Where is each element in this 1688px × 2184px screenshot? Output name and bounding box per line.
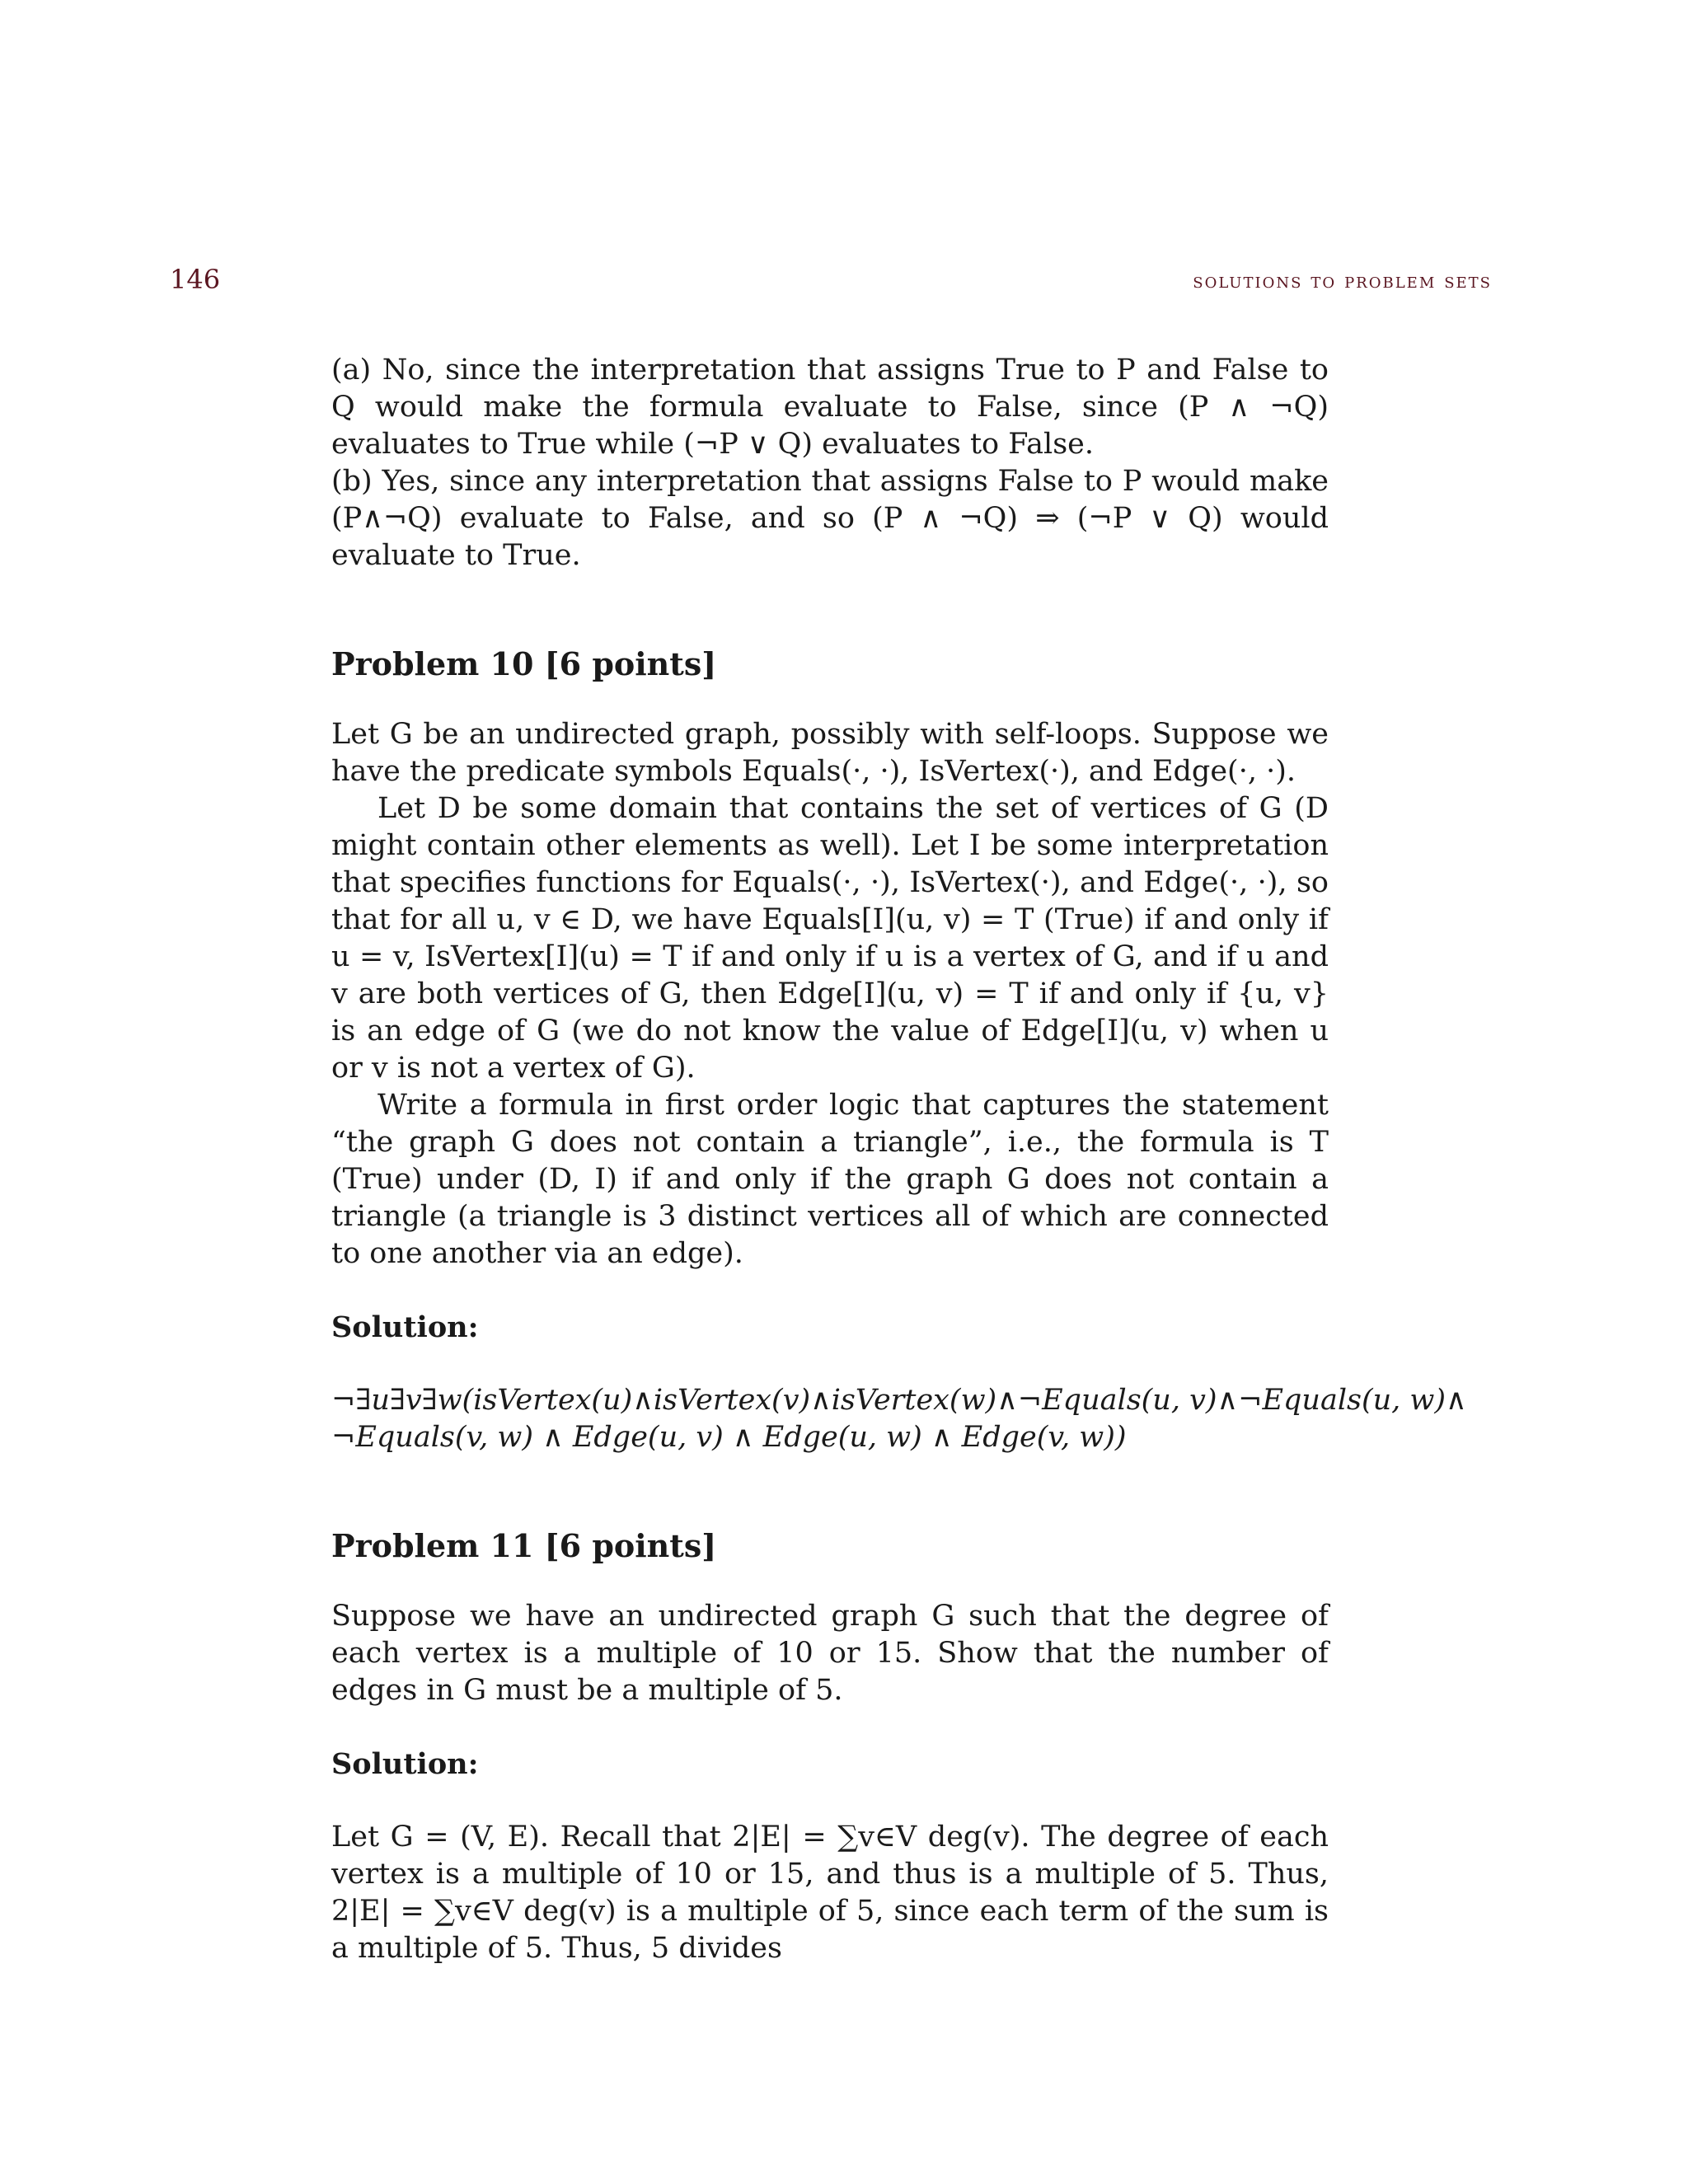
running-head: solutions to problem sets	[1193, 269, 1492, 293]
problem-10-solution-label: Solution:	[331, 1310, 479, 1344]
problem-11-heading: Problem 11 [6 points]	[331, 1527, 717, 1564]
problem-11-solution-label: Solution:	[331, 1747, 479, 1781]
part-b-answer: (b) Yes, since any interpretation that assigns False to P would make (P∧¬Q) evaluate to False, and so (P ∧ ¬Q) ⇒ (¬P ∨ Q) would evaluate to True.	[331, 465, 1329, 572]
part-a-answer: (a) No, since the interpretation that assigns True to P and False to Q would make the formula evaluate to False, since (P ∧ ¬Q) evaluates to True while (¬P ∨ Q) evaluates to False.	[331, 354, 1329, 461]
problem-10-para-2: Let D be some domain that contains the set of vertices of G (D might contain other elements as well). Let I be some interpretation that specifies functions for Equals(·, ·), IsVertex(·), and Edge(·, ·), so that for all u, v ∈ D, we have Equals[I](u, v) = T (True) if and only if u = v, IsVertex[I](u) = T if and only if u is a vertex of G, and if u and v are both vertices of G, then Edge[I](u, v) = T if and only if {u, v} is an edge of G (we do not know the value of Edge[I](u, v) when u or v is not a vertex of G).	[331, 792, 1329, 1085]
solution-formula-line-1: ¬∃u∃v∃w(isVertex(u)∧isVertex(v)∧isVertex(w)∧¬Equals(u, v)∧¬Equals(u, w)∧	[331, 1384, 1467, 1417]
problem-10-para-1: Let G be an undirected graph, possibly with self-loops. Suppose we have the predicate symbols Equals(·, ·), IsVertex(·), and Edge(·, ·).	[331, 718, 1329, 788]
page-number: 146	[170, 264, 221, 295]
problem-10-para-3: Write a formula in first order logic that captures the statement “the graph G does not contain a triangle”, i.e., the formula is T (True) under (D, I) if and only if the graph G does not contain a triangle (a triangle is 3 distinct vertices all of which are connected to one another via an edge).	[331, 1089, 1329, 1270]
page-body	[331, 352, 1467, 1967]
problem-11-para-1: Suppose we have an undirected graph G such that the degree of each vertex is a multiple of 10 or 15. Show that the number of edges in G must be a multiple of 5.	[331, 1600, 1329, 1707]
problem-11-solution-text: Let G = (V, E). Recall that 2|E| = ∑v∈V deg(v). The degree of each vertex is a multiple of 10 or 15, and thus is a multiple of 5. Thus, 2|E| = ∑v∈V deg(v) is a multiple of 5, since each term of the sum is a multiple of 5. Thus, 5 divides	[331, 1821, 1329, 1965]
problem-10-heading: Problem 10 [6 points]	[331, 645, 717, 682]
solution-formula-line-2: ¬Equals(v, w) ∧ Edge(u, v) ∧ Edge(u, w) ∧ Edge(v, w))	[331, 1421, 1127, 1454]
